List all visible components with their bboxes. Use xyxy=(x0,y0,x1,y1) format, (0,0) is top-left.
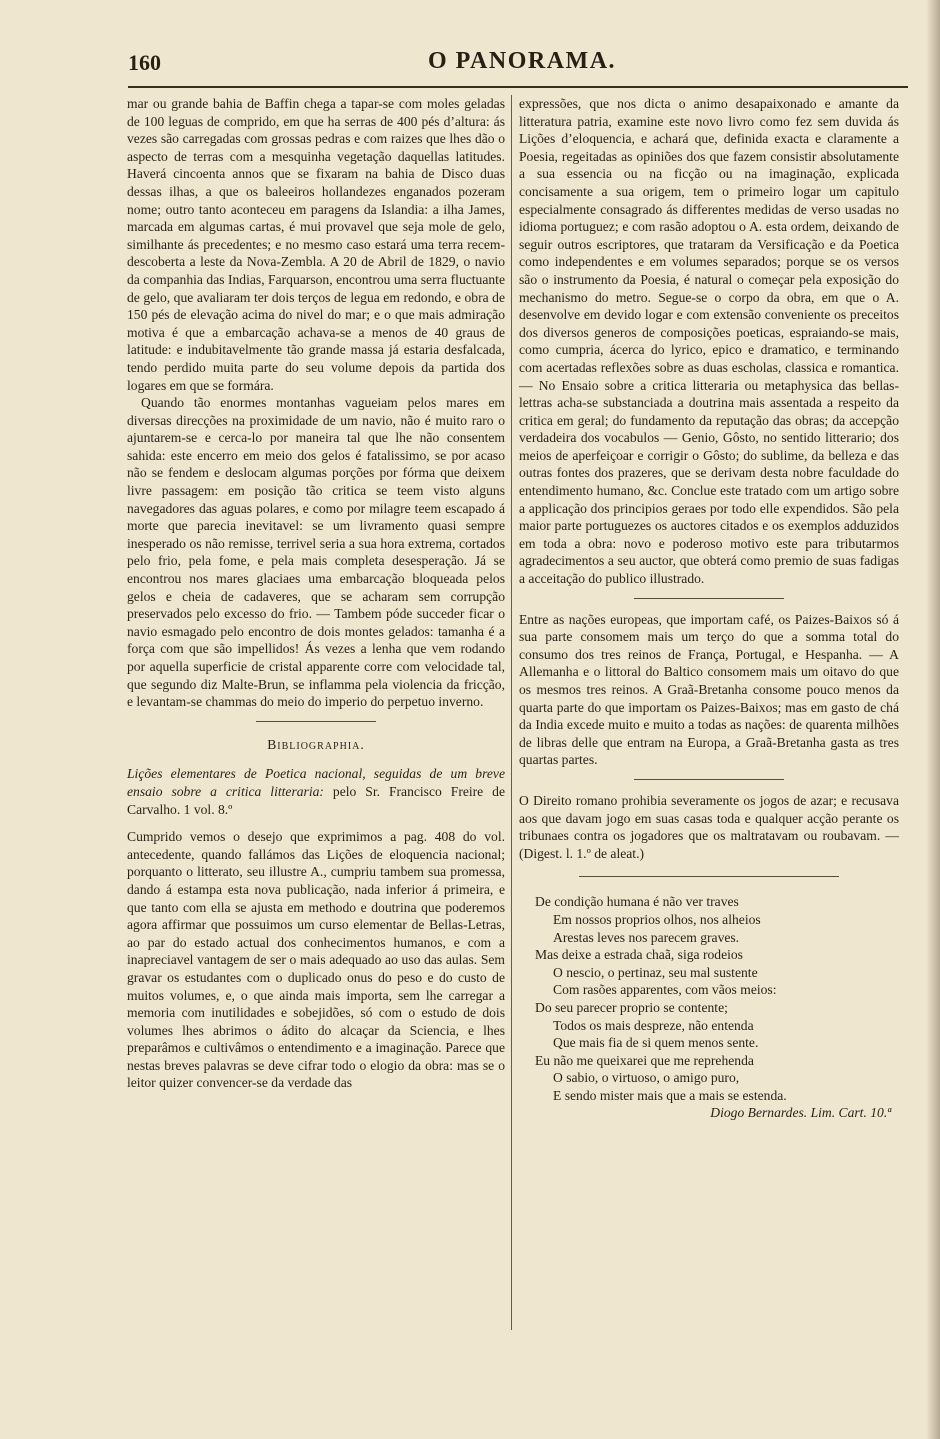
book-title: Lições elementares de Poetica nacional, seguidas de um breve ensaio sobre a critica litteraria: xyxy=(127,766,505,799)
poem-line: Com rasões apparentes, com vãos meios: xyxy=(553,982,777,998)
poem-line: Que mais fia de si quem menos sente. xyxy=(553,1035,759,1051)
ice-paragraph-2: Quando tão enormes montanhas vagueiam pelos mares em diversas direcções na proximidade de um navio, não é muito raro o ajuntarem-se e cerca-lo por maneira tal que lhe não consentem sahida: este encerro em meio dos gelos é fatalissimo, se por acaso não se fendem e deslocam algumas porções por fórma que deixem livre passagem: em posição tão critica se teem visto alguns navegadores das aguas polares, e como por milagre teem escapado á morte que parecia inevitavel: se um livramento quasi sempre inesperado os não remisse, terrivel seria a sua hora extrema, cortados pelo frio, pela fome, e pela mais completa desesperação. Já se encontrou nos mares glaciaes uma embarcação bloqueada pelos gelos e cheia de cadaveres, que se acharam sem corrupção preservados pelo excesso do frio. — Tambem póde succeder ficar o navio esmagado pelo encontro de dois montes gelados: tamanha é a força com que são impellidos! Ás vezes a lenha que vem rodando por aquella superficie de cristal apparente corre com velocidade tal, que segundo diz Malte-Brun, se inflamma pela violencia da fricção, e levantam-se chammas do meio do imperio do perpetuo inverno. xyxy=(127,395,505,710)
poem-line: Do seu parecer proprio se contente; xyxy=(535,999,728,1015)
poem-signature: Diogo Bernardes. Lim. Cart. 10.ª xyxy=(710,1105,891,1121)
page-header xyxy=(128,48,908,82)
poem-line: O nescio, o pertinaz, seu mal sustente xyxy=(553,964,758,980)
poem-line: Em nossos proprios olhos, nos alheios xyxy=(553,911,761,927)
column-divider xyxy=(511,95,512,1330)
poem-line: Todos os mais despreze, não entenda xyxy=(553,1017,754,1033)
right-column xyxy=(519,95,899,1122)
roman-law-paragraph: O Direito romano prohibia severamente os jogos de azar; e recusava aos que davam jogo em suas casas toda e qualquer acção perante os tribunaes contra os jogadores que os maltratavam ou roubavam. — (Digest. l. 1.º de aleat.) xyxy=(519,792,899,861)
poem-line: De condição humana é não ver traves xyxy=(535,894,739,910)
ice-paragraph-1: mar ou grande bahia de Baffin chega a tapar-se com moles geladas de 100 leguas de comprido, em que ha serras de 400 pés d’altura: ás vezes são carregadas com grossas pedras e com raizes que lhes dão o aspecto de terras com a mesquinha vegetação daquellas latitudes. Haverá cincoenta annos que se fixaram na bahia de Disco duas dessas ilhas, a que os baleeiros hollandezes enganados pozeram nome; outro tanto aconteceu em paragens da Islandia: a ilha James, marcada em algumas cartas, é mui provavel que seja mole de gelo, similhante ás precedentes; e no mesmo caso estará uma terra recem-descoberta a leste da Nova-Zembla. A 20 de Abril de 1829, o navio da companhia das Indias, Farquarson, encontrou uma serra fluctuante de gelo, que avaliaram ter dois terços de legua em redondo, e obra de 150 pés de elevação acima do nivel do mar; e o que mais admiração motiva é que a embarcação achava-se a menos de 40 graus de latitude: e indubitavelmente tão grande massa já estaria desfalcada, tendo perdido muita parte do seu volume depois da partida dos logares em que se formára. xyxy=(127,96,505,393)
article-divider-3 xyxy=(579,876,839,877)
section-title-bibliographia: Bibliographia. xyxy=(267,736,365,752)
poem-line: Eu não me queixarei que me reprehenda xyxy=(535,1052,754,1068)
coffee-paragraph: Entre as nações europeas, que importam café, os Paizes-Baixos só á sua parte consomem mais um terço do que a somma total do consumo dos tres reinos de França, Portugal, e Hespanha. — A Allemanha e o littoral do Baltico consomem mais um oitavo do que os mesmos tres reinos. A Graã-Bretanha consome pouco menos da quarta parte do que importam os Paizes-Baixos; mas em gasto de chá da India excede muito e muito a todas as nações: de quarenta milhões de libras delle que entram na Europa, a Graã-Bretanha gasta as tres quartas partes. xyxy=(519,611,899,768)
poem-line: E sendo mister mais que a mais se estenda. xyxy=(553,1087,787,1103)
left-column xyxy=(127,95,505,1092)
poem-line: O sabio, o virtuoso, o amigo puro, xyxy=(553,1070,740,1086)
running-title: O PANORAMA. xyxy=(428,48,617,74)
book-citation xyxy=(127,765,505,818)
header-rule xyxy=(128,86,908,88)
review-continuation: expressões, que nos dicta o animo desapaixonado e amante da litteratura patria, examine este novo livro como fez sem duvida ás Lições d’eloquencia, e achará que, definida exacta e claramente a Poesia, regeitadas as opiniões dos que fazem consistir absolutamente a sua essencia ou na ficção ou na imaginação, explicada concisamente a sua origem, tem o primeiro logar um capitulo especialmente consagrado ás differentes medidas de verso usadas no idioma portuguez; e com rasão adoptou o A. esta ordem, deixando de seguir outros escriptores, que trataram da Versificação e da Poetica como independentes e em volumes separados; porque se os versos são o instrumento da Poesia, é natural o começar pela exposição do mechanismo do metro. Segue-se o corpo da obra, em que o A. desenvolve em devido logar e com extensão conveniente os preceitos dos diversos generos de composições poeticas, espraiando-se mais, como cumpria, ácerca do lyrico, epico e dramatico, e terminando com acertadas reflexões sobre as duas escholas, classica e romantica. — No Ensaio sobre a critica litteraria ou metaphysica das bellas-lettras acha-se substanciada a doutrina mais assentada a respeito da critica em geral; do fundamento da reputação das obras; da accepção verdadeira dos vocabulos — Genio, Gôsto, no sentido litterario; dos meios de aperfeiçoar e corrigir o Gôsto; do sublime, da belleza e das outras fontes dos prazeres, que se derivam desta nobre faculdade do entendimento humano, &c. Conclue este tratado com um artigo sobre a applicação dos principios geraes por todo elle expendidos. São pela maior parte portuguezes os auctores citados e os exemplos adduzidos em toda a obra: novo e poderoso motivo este para tributarmos agradecimentos a seu auctor, que obterá como premio de suas fadigas a acceitação do publico illustrado. xyxy=(519,96,899,587)
section-divider xyxy=(256,721,376,722)
page-number: 160 xyxy=(128,50,161,75)
book-author: pelo Sr. Francisco Freire de Carvalho. 1 vol. 8.º xyxy=(127,783,506,817)
poem xyxy=(519,893,899,1122)
poem-line: Mas deixe a estrada chaã, siga rodeios xyxy=(535,947,743,963)
article-divider-2 xyxy=(634,779,784,780)
poem-line: Arestas leves nos parecem graves. xyxy=(553,929,740,945)
article-divider-1 xyxy=(634,598,784,599)
review-paragraph: Cumprido vemos o desejo que exprimimos a pag. 408 do vol. antecedente, quando fallámos das Lições de eloquencia nacional; porquanto o litterato, seu illustre A., cumpriu tambem sua promessa, dando á estampa esta nova publicação, nada inferior á primeira, e que tanto com ella se ajusta em methodo e doutrina que poderemos agora affirmar que possuimos um curso elementar de Bellas-Letras, ao par do estado actual dos conhecimentos humanos, e com a inapreciavel vantagem de ser o mais adequado ao uso das aulas. Sem gravar os estudantes com o duplicado onus do peso e do custo de muitos volumes, e, o que ainda mais importa, sem lhe carregar a memoria com inutilidades e sobejidões, só com o estudo de dois volumes lhes abrimos o ádito do alcaçar da Sciencia, e lhes preparâmos e cultivâmos o entendimento e a imaginação. Parece que nestas breves palavras se deve cifrar todo o elogio da obra: mas se o leitor quizer convencer-se da verdade das xyxy=(127,829,505,1091)
